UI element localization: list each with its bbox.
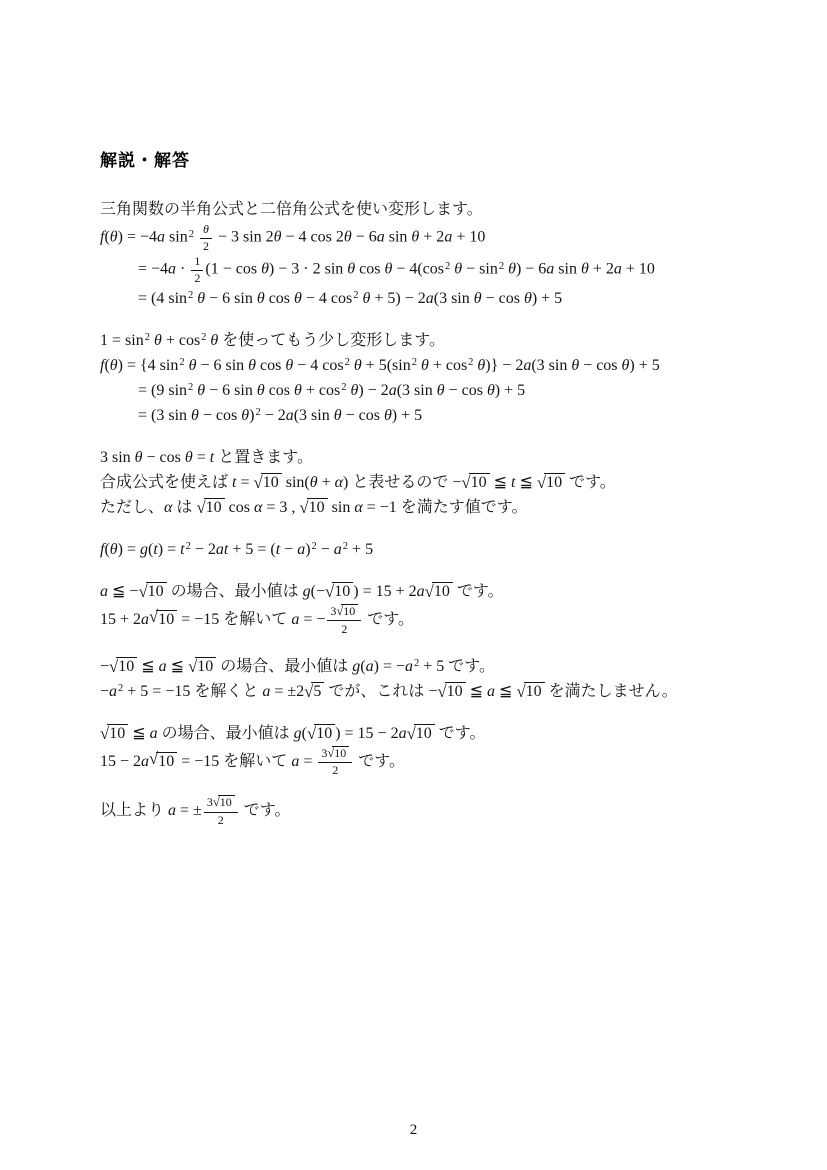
math-line: 15 − 2a√10 = −15 を解いて a = $\frac{3√10}{2}$ です。 <box>100 745 405 778</box>
math-line: = (4 $\sin^2 \theta - 6$ sin θ cos θ − 4 $\cos^2 \theta + 5) - 2a(3$ sin θ − cos θ) + 5 <box>138 290 563 307</box>
paragraph-block <box>100 795 765 828</box>
math-line: f(θ) = −4a $\sin^2$ $\frac{\theta}{2}$ − 3 sin 2θ − 4 cos 2θ − 6a sin θ + 2a + 10 <box>100 222 486 253</box>
math-line: = (3 sin θ − cos θ)$^2$ − 2a(3 sin θ − cos θ) + 5 <box>138 407 423 424</box>
paragraph-block <box>100 537 765 562</box>
math-line: = (9 $\sin^2 \theta - 6$ sin θ $\cos \theta + \cos^2 \theta) - 2a(3$ sin θ − cos θ) + 5 <box>138 382 526 399</box>
math-line: 合成公式を使えば t = √10 sin(θ + α) と表せるので −√10 ≦ t ≦ √10 です。 <box>100 473 616 492</box>
math-line: 3 sin θ − cos θ = t と置きます。 <box>100 449 313 466</box>
math-line: −√10 ≦ a ≦ √10 の場合、最小値は $g(a) = -a^2 + 5$ です。 <box>100 656 495 676</box>
paragraph-block <box>100 654 765 704</box>
paragraph-block <box>100 579 765 637</box>
paragraph-block <box>100 721 765 779</box>
math-line: f(θ) = {4 $\sin^2 \theta - 6$ sin θ cos θ − 4 $\cos^2 \theta + 5(\sin^2$ $\theta + \cos^2 \theta)\} - 2a(3$ sin θ − cos θ) + 5 <box>100 357 660 374</box>
page-number: 2 <box>409 1122 418 1138</box>
math-line: a ≦ −√10 の場合、最小値は g(−√10 ) = 15 + 2a√10 です。 <box>100 582 504 601</box>
math-line: 以上より a = ± $\frac{3√10}{2}$ です。 <box>100 795 291 828</box>
paragraph-block <box>100 197 765 311</box>
math-line: 三角関数の半角公式と二倍角公式を使い変形します。 <box>100 201 483 218</box>
math-line: $f(\theta) = g(t) = t^2 - 2at + 5 = (t - a)^2 - a^2 + 5$ <box>100 541 374 558</box>
section-heading: 解説・解答 <box>100 151 190 170</box>
math-line: = −4a · $\frac{1}{2}$ (1 − cos θ) − 3 · 2 sin θ $\cos \theta - 4(\cos^2$ $\theta - \sin^2 \theta) - 6a$ sin θ + 2a + 10 <box>138 254 655 285</box>
math-line: $-a^2 + 5 = -15$ を解くと a = ±2√5 でが、これは −√10 ≦ a ≦ √10 を満たしません。 <box>100 681 678 701</box>
math-line: √10 ≦ a の場合、最小値は g(√10 ) = 15 − 2a√10 です。 <box>100 723 486 743</box>
math-line: ただし、α は √10 cos α = 3 , √10 sin α = −1 を満たす値です。 <box>100 498 528 517</box>
math-line: $1 = \sin^2 \theta + \cos^2 \theta$ を使ってもう少し変形します。 <box>100 332 446 349</box>
paragraph-block <box>100 328 765 428</box>
math-blocks-container <box>100 197 765 828</box>
paragraph-block <box>100 445 765 520</box>
document-content <box>100 146 765 845</box>
math-line: 15 + 2a√10 = −15 を解いて a = − $\frac{3√10}{2}$ です。 <box>100 604 415 636</box>
